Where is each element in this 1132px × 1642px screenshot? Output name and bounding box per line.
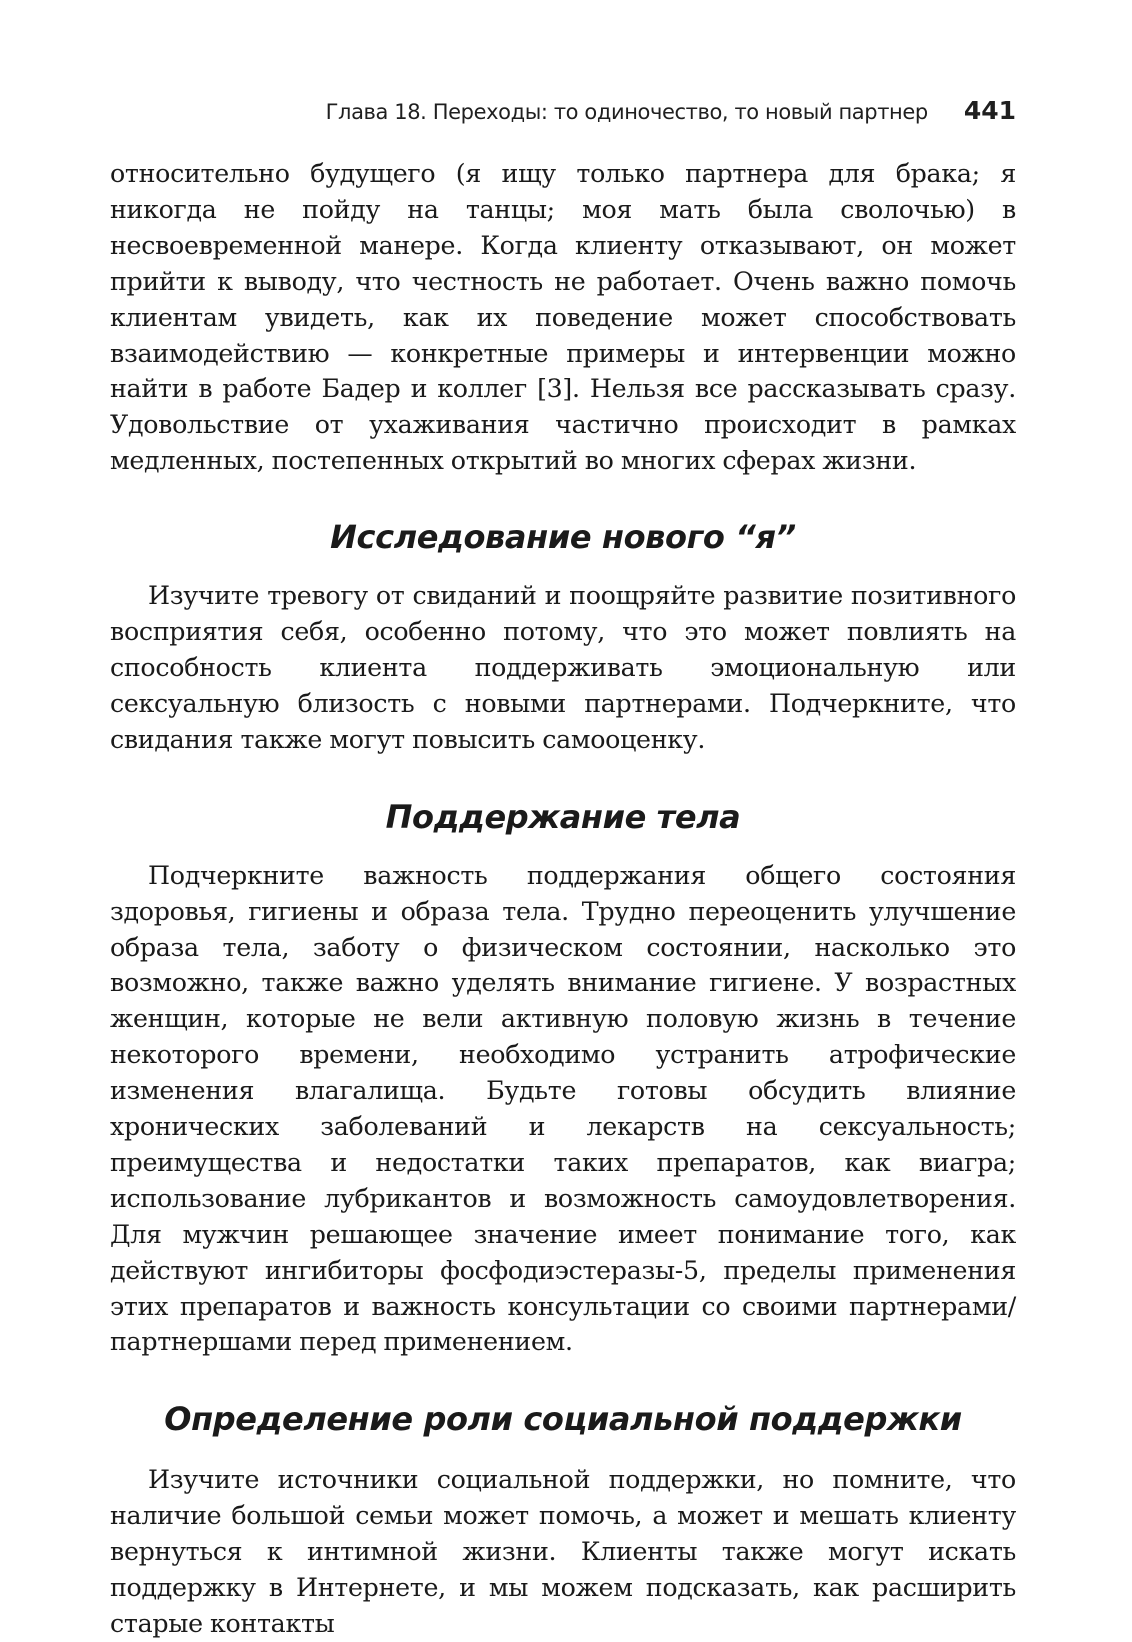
paragraph-continuation: относительно будущего (я ищу только партнера для брака; я никогда не пойду на танцы; моя мать была сволочью) в несвоевременной манере. Когда клиенту отказывают, он может прийти к выводу, что честность не работает. Очень важно помочь клиентам увидеть, как их поведение может способствовать взаимодействию — конкретные примеры и интервенции можно найти в работе Бадер и коллег [3]. Нельзя все рассказывать сразу. Удовольствие от ухаживания частично происходит в рамках медленных, постепенных открытий во многих сферах жизни. [110, 159, 1016, 476]
section-heading-new-self: Исследование нового “я” [330, 518, 796, 557]
section-heading-body-care: Поддержание тела [385, 797, 741, 836]
section-heading-social-support: Определение роли социальной поддержки [164, 1400, 962, 1439]
chapter-title: Глава 18. Переходы: то одиночество, то новый партнер [325, 100, 928, 124]
page-number: 441 [963, 96, 1016, 125]
page-body [110, 156, 1016, 1642]
section-paragraph-social-support: Изучите источники социальной поддержки, но помните, что наличие большой семьи может помочь, а может и мешать клиенту вернуться к интимной жизни. Клиенты также могут искать поддержку в Интернете, и мы можем подсказать, как расширить старые контакты [110, 1465, 1016, 1638]
section-paragraph-new-self: Изучите тревогу от свиданий и поощряйте развитие позитивного восприятия себя, особенно потому, что это может повлиять на способность клиента поддерживать эмоциональную или сексуальную близость с новыми партнерами. Подчеркните, что свидания также могут повысить самооценку. [110, 581, 1016, 754]
running-header [110, 96, 1016, 125]
section-paragraph-body-care: Подчеркните важность поддержания общего состояния здоровья, гигиены и образа тела. Трудно переоценить улучшение образа тела, заботу о физическом состоянии, насколько это возможно, также важно уделять внимание гигиене. У возрастных женщин, которые не вели активную половую жизнь в течение некоторого времени, необходимо устранить атрофические изменения влагалища. Будьте готовы обсудить влияние хронических заболеваний и лекарств на сексуальность; преимущества и недостатки таких препаратов, как виагра; использование лубрикантов и возможность самоудовлетворения. Для мужчин решающее значение имеет понимание того, как действуют ингибиторы фосфодиэстеразы-5, пределы применения этих препаратов и важность консультации со своими партнерами/партнершами перед применением. [110, 860, 1016, 1357]
